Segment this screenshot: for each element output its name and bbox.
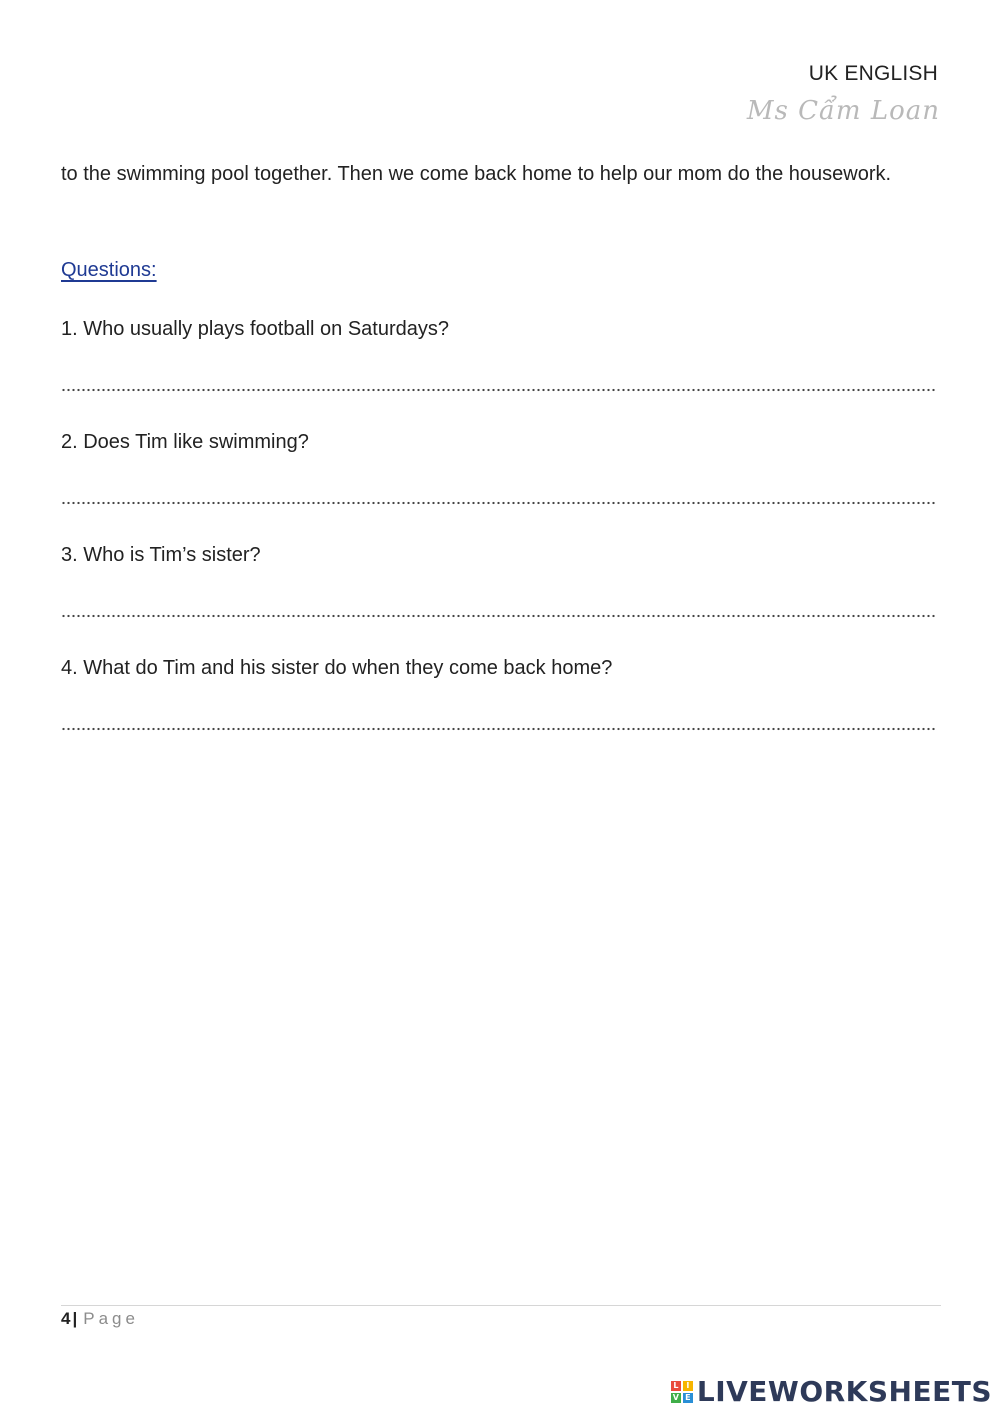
logo-tile: V [672, 1393, 679, 1402]
logo-grid-icon [671, 1381, 693, 1403]
question-2: 2. Does Tim like swimming? [61, 431, 309, 453]
answer-line-2[interactable] [61, 499, 937, 507]
questions-heading: Questions: [61, 259, 157, 281]
logo-tile: L [671, 1381, 681, 1391]
header-signature: Ms Cẩm Loan [746, 96, 940, 126]
question-1: 1. Who usually plays football on Saturdays? [61, 318, 449, 340]
answer-line-1[interactable] [61, 386, 937, 394]
question-4: 4. What do Tim and his sister do when they come back home? [61, 657, 613, 679]
page-separator: | [72, 1309, 78, 1328]
logo-text: LIVEWORKSHEETS [696, 1375, 992, 1408]
passage-text: to the swimming pool together. Then we come back home to help our mom do the housework. [61, 163, 892, 185]
page-footer [61, 1309, 139, 1329]
page-label: Page [83, 1309, 139, 1328]
answer-line-3[interactable] [61, 612, 937, 620]
logo-tile: E [683, 1393, 693, 1403]
page-number: 4 [61, 1309, 71, 1328]
answer-line-4[interactable] [61, 725, 937, 733]
header-brand: UK ENGLISH [808, 62, 938, 85]
liveworksheets-logo [671, 1375, 992, 1408]
question-3: 3. Who is Tim’s sister? [61, 544, 261, 566]
footer-rule [61, 1305, 941, 1306]
logo-tile: I [683, 1381, 693, 1391]
